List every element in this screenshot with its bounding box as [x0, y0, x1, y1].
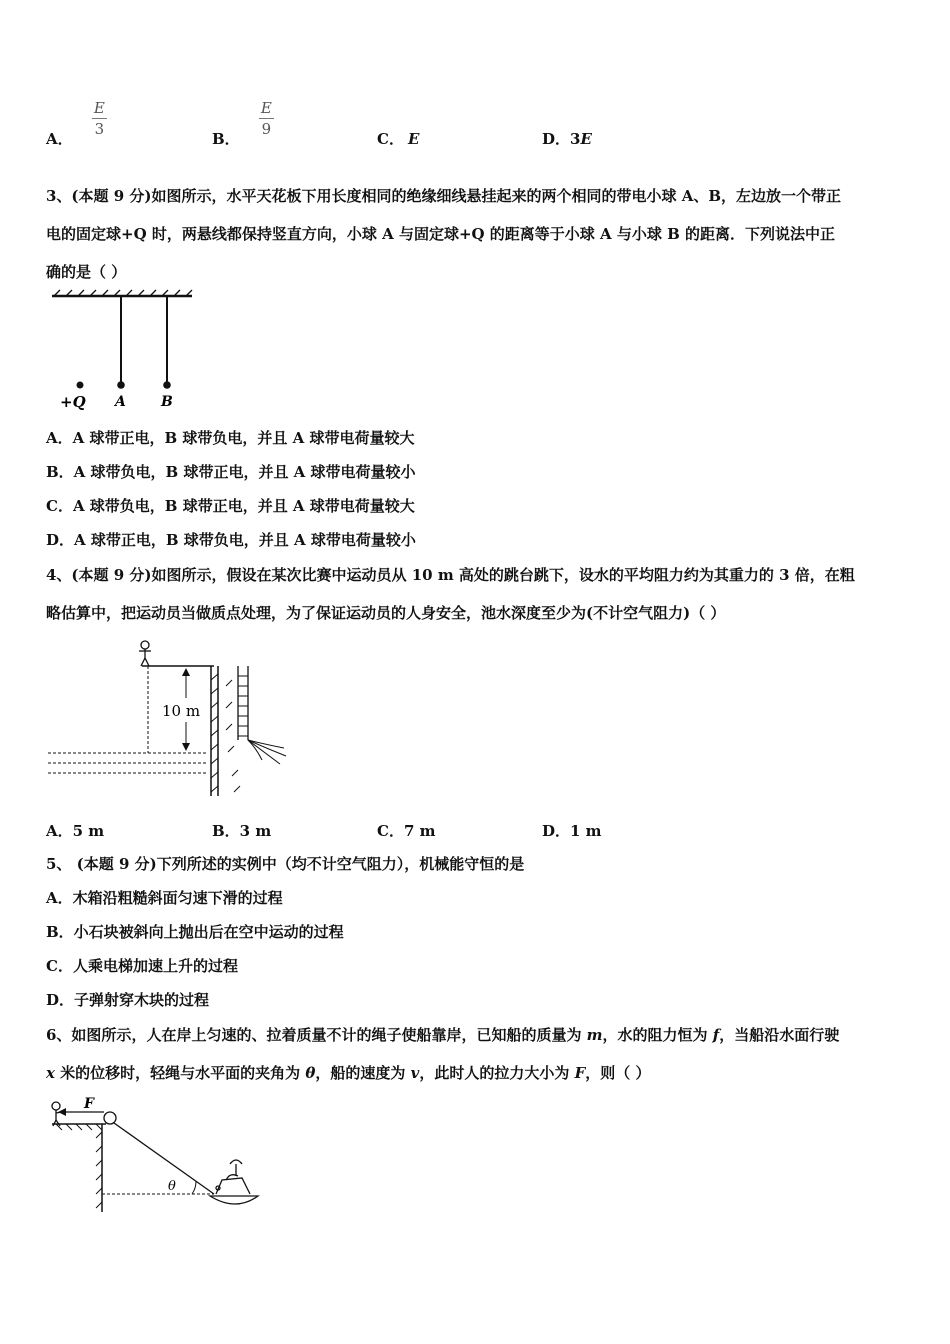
q4-figure-diving-platform — [46, 636, 296, 802]
q3-figure-hanging-balls — [46, 290, 206, 410]
label-b: B — [161, 394, 173, 410]
pulley-icon — [104, 1112, 116, 1124]
q4-option-c[interactable]: C．7 m — [377, 822, 436, 840]
q5-option-a[interactable]: A．木箱沿粗糙斜面匀速下滑的过程 — [46, 889, 283, 907]
q6-stem-line-1: 6、如图所示，人在岸上匀速的、拉着质量不计的绳子使船靠岸，已知船的质量为 m，水的阻力恒为 f，当船沿水面行驶 — [46, 1026, 840, 1044]
q4-option-d[interactable]: D．1 m — [542, 822, 602, 840]
q5-stem: 5、 (本题 9 分)下列所述的实例中（均不计空气阻力），机械能守恒的是 — [46, 855, 525, 873]
label-plus-q: +Q — [60, 393, 86, 411]
fixed-charge-q — [77, 382, 84, 389]
q3-option-c[interactable]: C．A 球带负电，B 球带正电，并且 A 球带电荷量较大 — [46, 497, 415, 515]
q2-option-b[interactable]: B． $\frac{E}{9}$ — [212, 99, 272, 148]
ball-a — [117, 381, 125, 389]
ball-b — [163, 381, 171, 389]
q5-option-d[interactable]: D．子弹射穿木块的过程 — [46, 991, 210, 1009]
q5-option-b[interactable]: B．小石块被斜向上抛出后在空中运动的过程 — [46, 923, 344, 941]
label-a: A — [115, 394, 126, 410]
q4-option-b[interactable]: B．3 m — [212, 822, 272, 840]
q4-stem-line-1: 4、(本题 9 分)如图所示，假设在某次比赛中运动员从 10 m 高处的跳台跳下，设水的平均阻力约为其重力的 3 倍，在粗 — [46, 566, 855, 584]
q2-options — [46, 100, 906, 150]
q2-option-a[interactable]: A． $\frac{E}{3}$ — [46, 99, 105, 148]
fraction-e-over-9: $\frac{E}{9}$ — [260, 99, 272, 138]
fraction-e-over-3: $\frac{E}{3}$ — [93, 99, 105, 138]
boat-icon — [210, 1160, 258, 1204]
q3-stem-line-2: 电的固定球+Q 时，两悬线都保持竖直方向，小球 A 与固定球+Q 的距离等于小球 A 与小球 B 的距离．下列说法中正 — [46, 225, 836, 243]
height-label: 10 m — [162, 702, 201, 720]
q6-figure-boat-pulley — [46, 1094, 276, 1214]
q3-stem-line-1: 3、(本题 9 分)如图所示，水平天花板下用长度相同的绝缘细线悬挂起来的两个相同的带电小球 A、B，左边放一个带正 — [46, 187, 842, 205]
force-label: F — [84, 1096, 94, 1112]
person-icon — [52, 1102, 62, 1126]
q3-option-b[interactable]: B．A 球带负电，B 球带正电，并且 A 球带电荷量较小 — [46, 463, 416, 481]
q4-stem-line-2: 略估算中，把运动员当做质点处理，为了保证运动员的人身安全，池水深度至少为(不计空气阻力)（ ） — [46, 604, 726, 622]
q6-stem-line-2: x 米的位移时，轻绳与水平面的夹角为 θ，船的速度为 v，此时人的拉力大小为 F，则（ ） — [46, 1064, 651, 1082]
q4-options — [46, 820, 906, 842]
q4-option-a[interactable]: A．5 m — [46, 822, 105, 840]
angle-label: θ — [168, 1179, 176, 1194]
q3-option-d[interactable]: D．A 球带正电，B 球带负电，并且 A 球带电荷量较小 — [46, 531, 416, 549]
q5-option-c[interactable]: C．人乘电梯加速上升的过程 — [46, 957, 238, 975]
diver-icon — [139, 641, 151, 666]
q3-stem-line-3: 确的是（ ） — [46, 263, 127, 281]
q2-option-d[interactable]: D．3E — [542, 130, 592, 148]
q3-option-a[interactable]: A．A 球带正电，B 球带负电，并且 A 球带电荷量较大 — [46, 429, 415, 447]
q2-option-c[interactable]: C． E — [377, 130, 420, 148]
